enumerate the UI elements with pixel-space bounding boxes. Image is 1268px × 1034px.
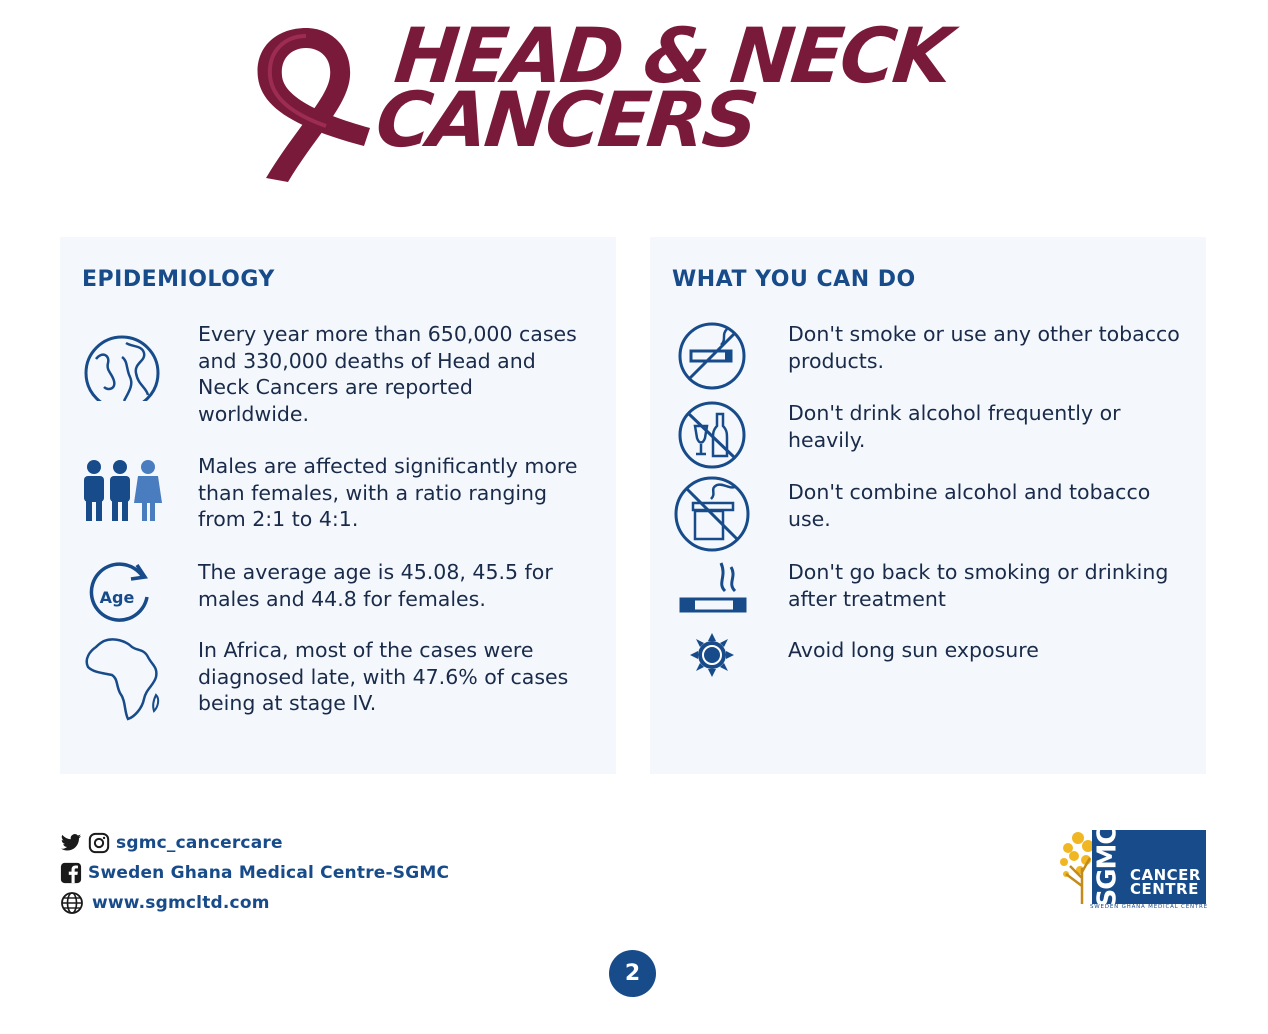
action-text-4: Don't go back to smoking or drinking after treatment [788, 560, 1169, 611]
epidemiology-panel [60, 237, 616, 774]
action-text-5: Avoid long sun exposure [788, 638, 1039, 662]
epidemiology-text-3: The average age is 45.08, 45.5 for males and 44.8 for females. [198, 560, 553, 611]
logo-title [1130, 868, 1201, 896]
epidemiology-text-1: Every year more than 650,000 cases and 330,000 deaths of Head and Neck Cancers are reported worldwide. [198, 322, 577, 426]
no-alcohol-icon [670, 400, 754, 484]
logo-line-1: CANCER [1130, 866, 1201, 884]
cigarette-icon [670, 559, 754, 643]
website-link[interactable]: www.sgmcltd.com [92, 893, 270, 913]
logo-subtitle: SWEDEN GHANA MEDICAL CENTRE [1090, 904, 1208, 910]
title-line-1: HEAD & NECK [390, 11, 954, 100]
epidemiology-text-4: In Africa, most of the cases were diagnosed late, with 47.6% of cases being at stage IV. [198, 638, 569, 715]
no-smoking-icon [670, 321, 754, 405]
facebook-link[interactable]: Sweden Ghana Medical Centre-SGMC [88, 863, 450, 883]
awareness-ribbon-icon [236, 18, 376, 183]
people-icon [80, 453, 164, 537]
africa-map-icon [80, 637, 164, 721]
website-row [60, 888, 449, 918]
facebook-icon[interactable] [60, 862, 82, 884]
actions-heading: WHAT YOU CAN DO [672, 267, 916, 292]
twitter-icon[interactable] [60, 833, 82, 853]
actions-panel [650, 237, 1206, 774]
footer-contacts [60, 828, 449, 918]
page-number-badge: 2 [609, 950, 656, 997]
action-text-1: Don't smoke or use any other tobacco products. [788, 322, 1180, 373]
title-line-2: CANCERS [372, 75, 760, 164]
social-row [60, 828, 449, 858]
logo-line-2: CENTRE [1130, 880, 1199, 898]
globe-icon [80, 321, 164, 405]
header [0, 0, 1268, 200]
action-text-3: Don't combine alcohol and tobacco use. [788, 480, 1151, 531]
age-icon [80, 559, 164, 643]
action-text-2: Don't drink alcohol frequently or heavily. [788, 401, 1121, 452]
no-alcohol-and-tobacco-icon [670, 479, 754, 563]
facebook-row [60, 858, 449, 888]
sun-icon [670, 637, 754, 721]
social-handle-link[interactable]: sgmc_cancercare [116, 833, 283, 853]
web-globe-icon [60, 891, 84, 915]
epidemiology-text-2: Males are affected significantly more than females, with a ratio ranging from 2:1 to 4:1. [198, 454, 578, 531]
logo-brand: SGMC [1093, 826, 1123, 908]
sgmc-logo [1058, 828, 1208, 914]
epidemiology-heading: EPIDEMIOLOGY [82, 267, 275, 292]
page-title [372, 11, 954, 164]
age-icon-label: Age [99, 588, 135, 607]
instagram-icon[interactable] [88, 832, 110, 854]
